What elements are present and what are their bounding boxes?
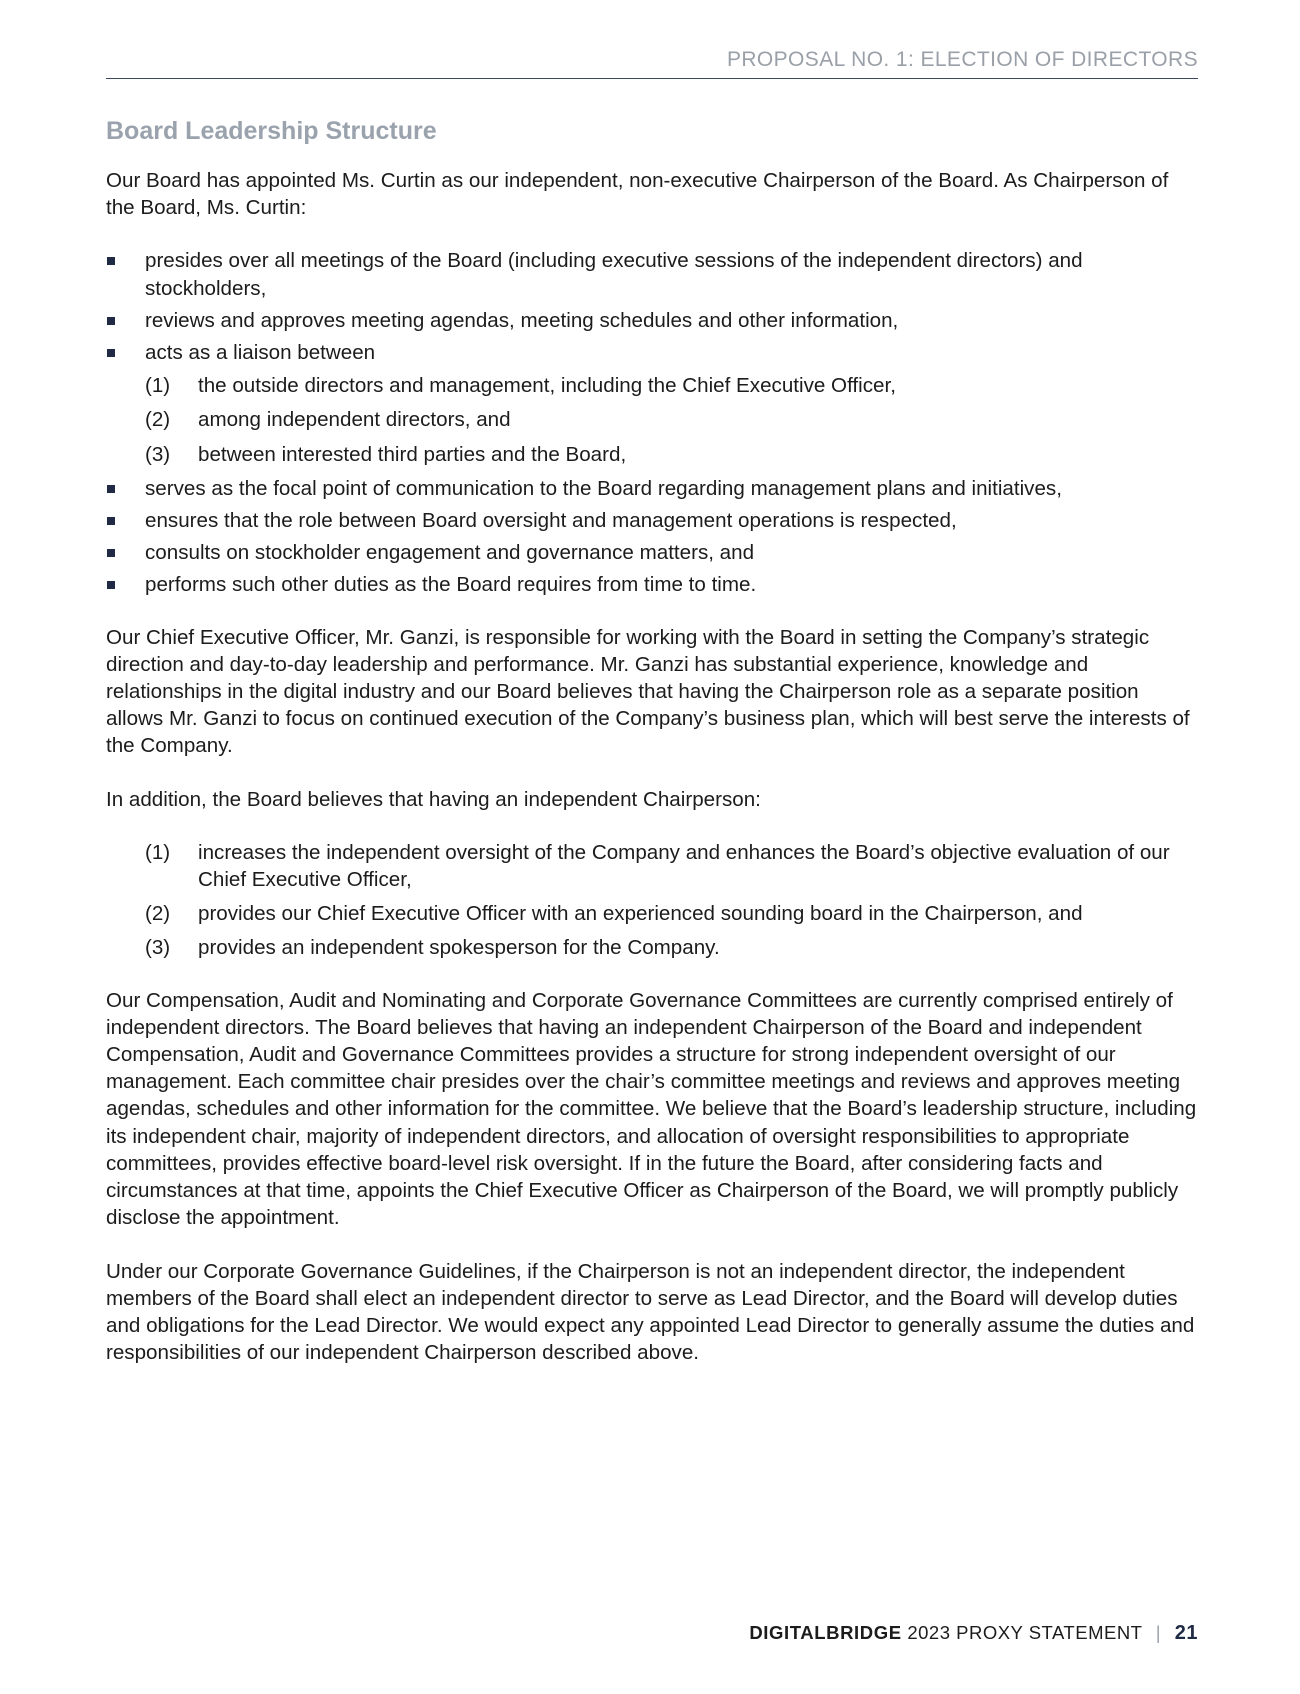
intro-paragraph: Our Board has appointed Ms. Curtin as our independent, non-executive Chairperson of the Board. As Chairperson of the Board, Ms. Curtin: (106, 169, 1169, 220)
numbered-item (145, 839, 1198, 893)
sublist-item-text: the outside directors and management, including the Chief Executive Officer, (198, 374, 896, 398)
numbered-item (145, 900, 1198, 927)
list-item-text: performs such other duties as the Board requires from time to time. (145, 573, 757, 597)
list-item-text: presides over all meetings of the Board (including executive sessions of the independent directors) and stockholders, (145, 249, 1083, 300)
sublist-item-text: between interested third parties and the Board, (198, 442, 627, 466)
running-head: PROPOSAL NO. 1: ELECTION OF DIRECTORS (726, 48, 1198, 71)
square-bullet-icon (107, 349, 115, 357)
footer-separator: | (1155, 1622, 1162, 1643)
guidelines-paragraph: Under our Corporate Governance Guidelines, if the Chairperson is not an independent director, the independent members of the Board shall elect an independent director to serve as Lead Director, and the Board will develop duties and obligations for the Lead Director. We would expect any appointed Lead Director to generally assume the duties and responsibilities of our independent Chairperson described above. (106, 1259, 1195, 1365)
sublist-item-text: among independent directors, and (198, 408, 511, 432)
numbered-item-text: increases the independent oversight of the Company and enhances the Board’s objective evaluation of our Chief Executive Officer, (198, 840, 1170, 892)
list-item-text: serves as the focal point of communication to the Board regarding management plans and initiatives, (145, 476, 1062, 500)
liaison-sublist (145, 372, 1198, 468)
square-bullet-icon (107, 485, 115, 493)
square-bullet-icon (107, 581, 115, 589)
list-item-text: acts as a liaison between (145, 341, 376, 365)
list-item-text: reviews and approves meeting agendas, meeting schedules and other information, (145, 308, 899, 332)
item-number: (2) (145, 408, 171, 432)
page-number: 21 (1174, 1622, 1198, 1644)
item-number: (3) (145, 442, 171, 466)
list-item-text: consults on stockholder engagement and governance matters, and (145, 541, 755, 565)
sublist-item (145, 406, 1198, 433)
list-item-text: ensures that the role between Board oversight and management operations is respected, (145, 509, 957, 533)
page-footer (749, 1622, 1198, 1645)
section-title: Board Leadership Structure (106, 117, 437, 145)
sublist-item (145, 441, 1198, 468)
numbered-item (145, 934, 1198, 961)
list-item (106, 571, 1198, 598)
committees-paragraph: Our Compensation, Audit and Nominating and Corporate Governance Committees are currently comprised entirely of independent directors. The Board believes that having an independent Chairperson of the Board and independent Compensation, Audit and Governance Committees provides a structure for strong independent oversight of our management. Each committee chair presides over the chair’s committee meetings and reviews and approves meeting agendas, schedules and other information for the committee. We believe that the Board’s leadership structure, including its independent chair, majority of independent directors, and allocation of oversight responsibilities to appropriate committees, provides effective board-level risk oversight. If in the future the Board, after considering facts and circumstances at that time, appoints the Chief Executive Officer as Chairperson of the Board, we will promptly publicly disclose the appointment. (106, 988, 1197, 1230)
list-item (106, 339, 1198, 468)
footer-document-title: 2023 PROXY STATEMENT (907, 1622, 1143, 1643)
numbered-item-text: provides an independent spokesperson for the Company. (198, 936, 720, 960)
item-number: (2) (145, 902, 171, 926)
independent-chair-benefits-list (145, 839, 1198, 962)
square-bullet-icon (107, 257, 115, 265)
sublist-item (145, 372, 1198, 399)
square-bullet-icon (107, 317, 115, 325)
header-rule (106, 78, 1198, 79)
list-item (106, 307, 1198, 334)
list-item (106, 539, 1198, 566)
numbered-item-text: provides our Chief Executive Officer with an experienced sounding board in the Chairperson, and (198, 902, 1083, 926)
list-item (106, 247, 1198, 301)
square-bullet-icon (107, 549, 115, 557)
ceo-paragraph: Our Chief Executive Officer, Mr. Ganzi, is responsible for working with the Board in setting the Company’s strategic direction and day-to-day leadership and performance. Mr. Ganzi has substantial experience, knowledge and relationships in the digital industry and our Board believes that having the Chairperson role as a separate position allows Mr. Ganzi to focus on continued execution of the Company’s business plan, which will best serve the interests of the Company. (106, 625, 1190, 758)
square-bullet-icon (107, 517, 115, 525)
item-number: (1) (145, 374, 171, 398)
addition-paragraph: In addition, the Board believes that having an independent Chairperson: (106, 787, 761, 811)
chair-duties-list (106, 247, 1198, 598)
footer-brand: DIGITALBRIDGE (749, 1622, 902, 1643)
main-content (106, 115, 1198, 1392)
list-item (106, 475, 1198, 502)
item-number: (3) (145, 936, 171, 960)
list-item (106, 507, 1198, 534)
item-number: (1) (145, 840, 171, 864)
